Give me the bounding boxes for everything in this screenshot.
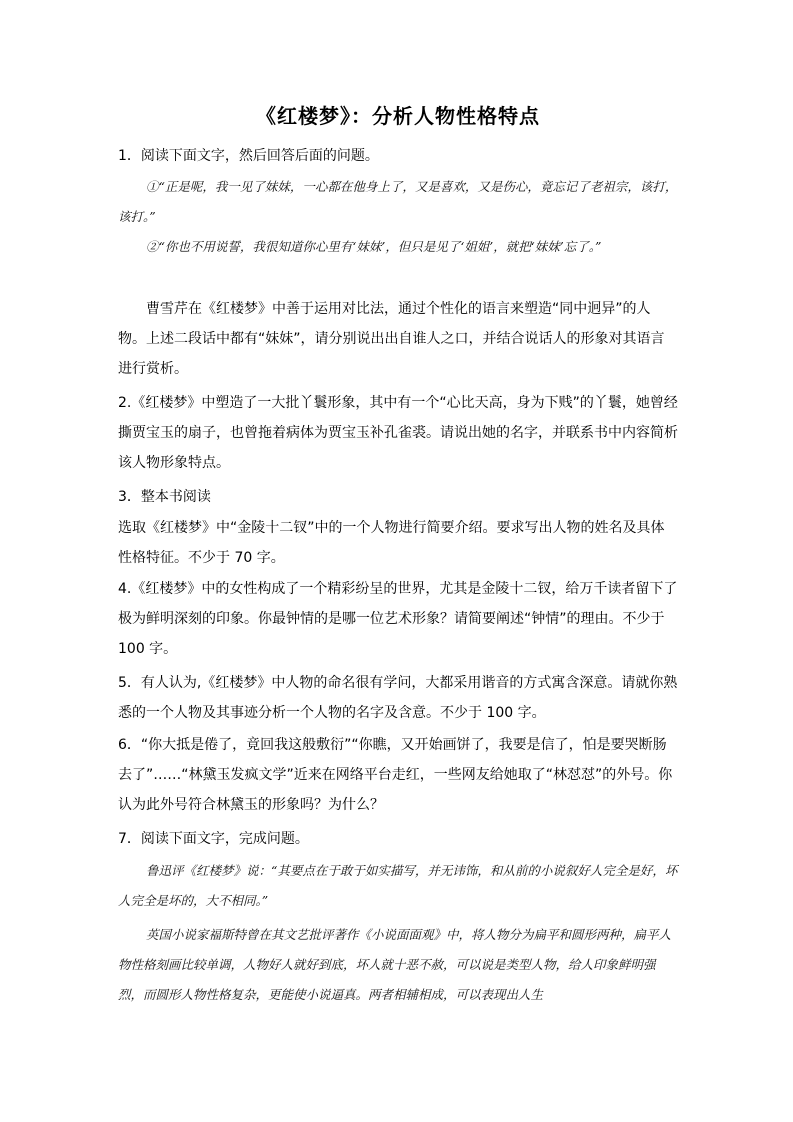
question-7-stem (118, 824, 678, 854)
question-3-body: 选取《红楼梦》中“金陵十二钗”中的一个人物进行简要介绍。要求写出人物的姓名及具体性格特征。不少于 70 字。 (118, 520, 665, 566)
question-1-quote-2 (118, 232, 678, 262)
question-1-prompt-text: 曹雪芹在《红楼梦》中善于运用对比法，通过个性化的语言来塑造“同中迥异”的人物。上述二段话中都有“妹妹”，请分别说出出自谁人之口，并结合说话人的形象对其语言进行赏析。 (118, 301, 665, 377)
page-title: 《红楼梦》：分析人物性格特点 (256, 104, 540, 128)
question-5 (118, 668, 678, 728)
question-6 (118, 730, 678, 820)
question-1-quote-2-text: ②“你也不用说誓，我很知道你心里有‘妹妹’，但只是见了‘姐姐’，就把‘妹妹’忘了。” (146, 239, 602, 254)
question-3-text (118, 513, 678, 573)
question-2-text: 2.《红楼梦》中塑造了一大批丫鬟形象，其中有一个“心比天高，身为下贱”的丫鬟，她曾经撕贾宝玉的扇子，也曾拖着病体为贾宝玉补孔雀裘。请说出她的名字，并联系书中内容简析该人物形象特点。 (118, 395, 678, 471)
question-7-quote-2 (118, 920, 678, 1010)
question-1-stem-text: 1．阅读下面文字，然后回答后面的问题。 (118, 148, 379, 164)
question-4-text: 4.《红楼梦》中的女性构成了一个精彩纷呈的世界，尤其是金陵十二钗，给万千读者留下了极为鲜明深刻的印象。你最钟情的是哪一位艺术形象？请简要阐述“钟情”的理由。不少于 100 字。 (118, 581, 678, 657)
question-7-quote-2-text: 英国小说家福斯特曾在其文艺批评著作《小说面面观》中，将人物分为扁平和圆形两种，扁平人物性格刻画比较单调，人物好人就好到底，坏人就十恶不赦，可以说是类型人物，给人印象鲜明强烈，而圆形人物性格复杂，更能使小说逼真。两者相辅相成，可以表现出人生 (118, 927, 672, 1002)
question-1-quote-1 (118, 172, 678, 232)
question-3-stem-text: 3．整本书阅读 (118, 489, 211, 505)
question-1-stem (118, 141, 678, 171)
question-7-stem-text: 7．阅读下面文字，完成问题。 (118, 831, 309, 847)
question-1-quote-1-text: ①“正是呢，我一见了妹妹，一心都在他身上了，又是喜欢，又是伤心，竟忘记了老祖宗，该打，该打。” (118, 179, 678, 224)
question-7-quote-1-text: 鲁迅评《红楼梦》说：“其要点在于敢于如实描写，并无讳饰，和从前的小说叙好人完全是好，坏人完全是坏的，大不相同。” (118, 863, 678, 908)
question-6-text: 6．“你大抵是倦了，竟回我这般敷衍”“你瞧，又开始画饼了，我要是信了，怕是要哭断肠去了”……“林黛玉发疯文学”近来在网络平台走红，一些网友给她取了“林怼怼”的外号。你认为此外号符合林黛玉的形象吗？为什么？ (118, 737, 673, 813)
question-7-quote-1 (118, 856, 678, 916)
question-5-text: 5．有人认为,《红楼梦》中人物的命名很有学问，大都采用谐音的方式寓含深意。请就你熟悉的一个人物及其事迹分析一个人物的名字及含意。不少于 100 字。 (118, 675, 678, 721)
question-4 (118, 574, 678, 664)
question-1-prompt (118, 294, 678, 384)
question-2 (118, 388, 678, 478)
document-page (118, 0, 678, 1122)
question-3-stem (118, 482, 678, 512)
